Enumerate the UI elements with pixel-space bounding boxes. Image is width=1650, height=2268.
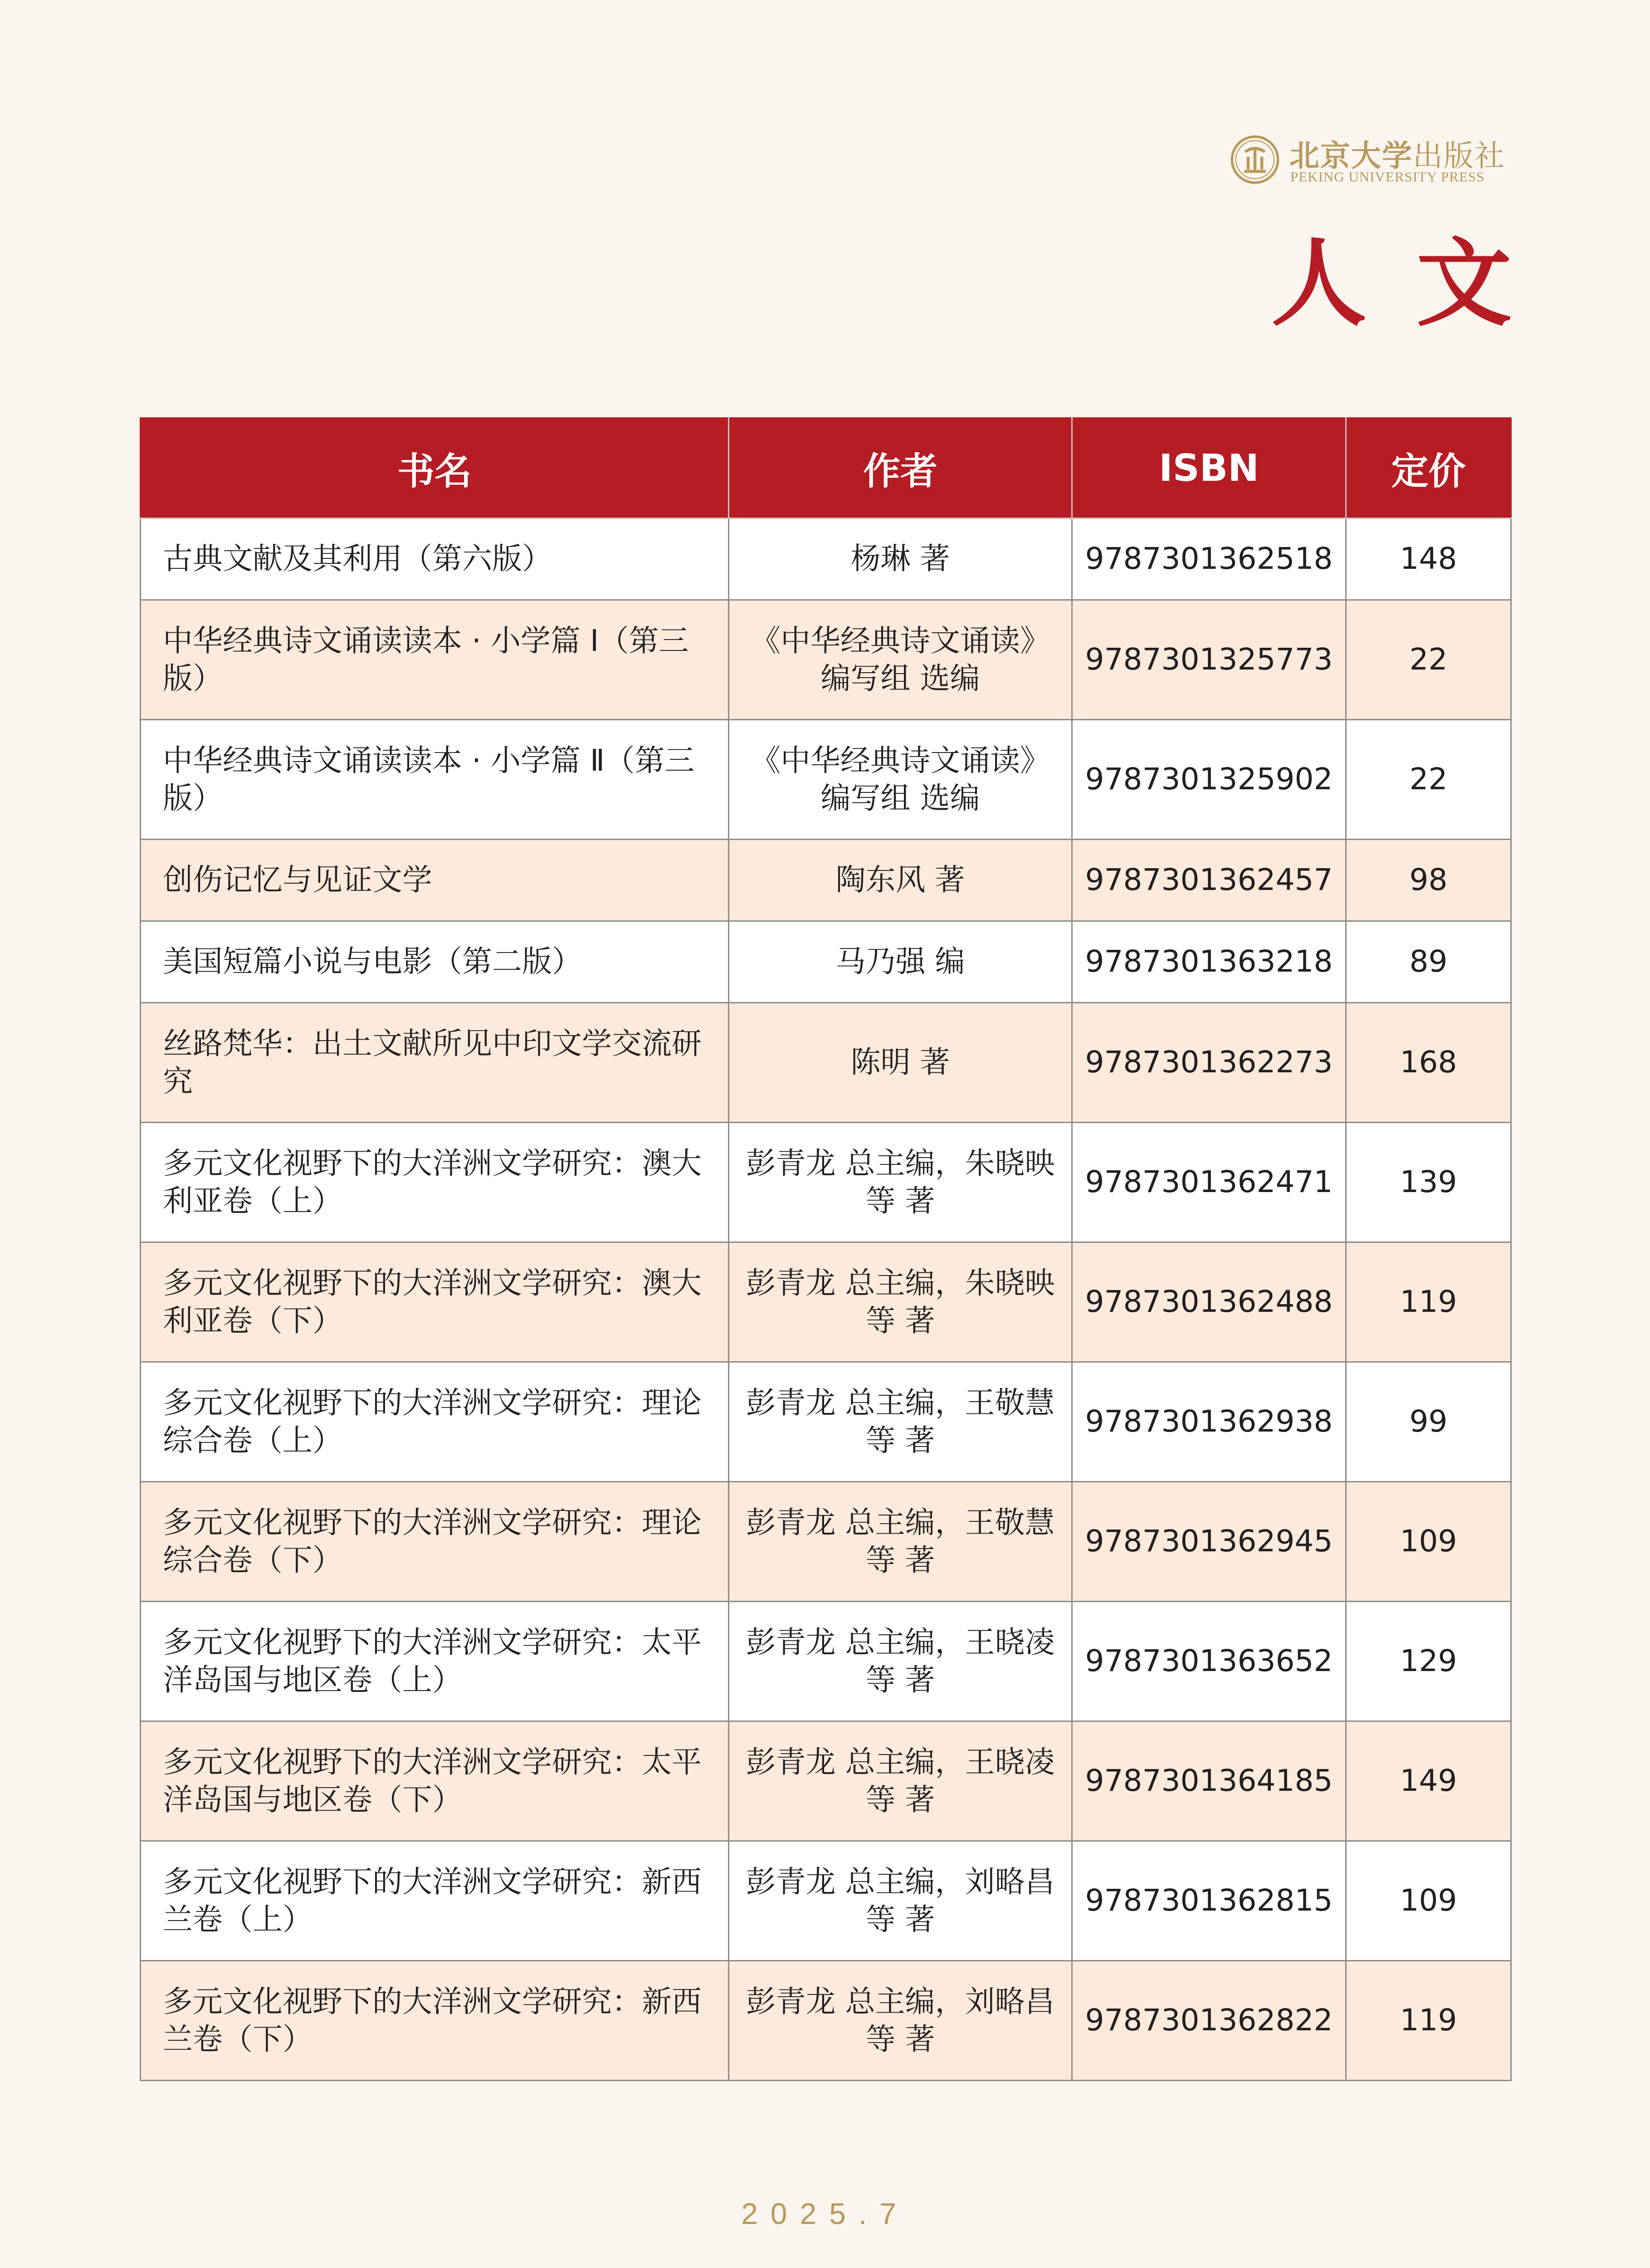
book-isbn: 9787301362471 [1072,1123,1346,1242]
book-price: 168 [1346,1003,1511,1123]
table-row [141,1961,1511,2081]
footer-date: 2025.7 [741,2197,909,2230]
book-isbn: 9787301362273 [1072,1003,1346,1123]
table-row [141,518,1511,600]
table-row [141,1362,1511,1482]
book-title: 多元文化视野下的大洋洲文学研究：澳大利亚卷（下） [141,1242,729,1362]
book-price: 119 [1346,1242,1511,1362]
book-title: 多元文化视野下的大洋洲文学研究：太平洋岛国与地区卷（上） [141,1602,729,1721]
book-title: 中华经典诗文诵读读本 · 小学篇 Ⅱ（第三版） [141,720,729,840]
book-title: 多元文化视野下的大洋洲文学研究：理论综合卷（下） [141,1482,729,1602]
book-author: 彭青龙 总主编，王敬慧 等 著 [729,1362,1072,1482]
book-author: 杨琳 著 [729,518,1072,600]
table-row [141,1123,1511,1242]
table-row [141,1721,1511,1841]
book-isbn: 9787301362488 [1072,1242,1346,1362]
book-title: 多元文化视野下的大洋洲文学研究：理论综合卷（上） [141,1362,729,1482]
book-isbn: 9787301363218 [1072,921,1346,1003]
book-author: 彭青龙 总主编，刘略昌 等 著 [729,1961,1072,2081]
book-title: 创伤记忆与见证文学 [141,840,729,921]
book-isbn: 9787301362822 [1072,1961,1346,2081]
book-author: 《中华经典诗文诵读》编写组 选编 [729,720,1072,840]
table-row [141,1242,1511,1362]
book-price: 129 [1346,1602,1511,1721]
book-author: 彭青龙 总主编，王晓凌 等 著 [729,1721,1072,1841]
table-row [141,1602,1511,1721]
header-author: 作者 [729,418,1072,518]
header-price: 定价 [1346,418,1511,518]
book-price: 89 [1346,921,1511,1003]
book-price: 98 [1346,840,1511,921]
book-isbn: 9787301362945 [1072,1482,1346,1602]
book-author: 马乃强 编 [729,921,1072,1003]
book-title: 多元文化视野下的大洋洲文学研究：新西兰卷（上） [141,1841,729,1961]
table-header-row [141,418,1511,518]
book-author: 陈明 著 [729,1003,1072,1123]
book-title: 多元文化视野下的大洋洲文学研究：新西兰卷（下） [141,1961,729,2081]
book-price: 109 [1346,1841,1511,1961]
table-row [141,921,1511,1003]
table-row [141,720,1511,840]
book-title: 多元文化视野下的大洋洲文学研究：太平洋岛国与地区卷（下） [141,1721,729,1841]
book-title: 美国短篇小说与电影（第二版） [141,921,729,1003]
book-author: 《中华经典诗文诵读》编写组 选编 [729,600,1072,720]
book-isbn: 9787301364185 [1072,1721,1346,1841]
book-author: 彭青龙 总主编，王敬慧 等 著 [729,1482,1072,1602]
book-isbn: 9787301362938 [1072,1362,1346,1482]
book-price: 139 [1346,1123,1511,1242]
book-price: 149 [1346,1721,1511,1841]
book-title: 丝路梵华：出土文献所见中印文学交流研究 [141,1003,729,1123]
table-row [141,1003,1511,1123]
book-price: 148 [1346,518,1511,600]
book-isbn: 9787301362518 [1072,518,1346,600]
book-title: 古典文献及其利用（第六版） [141,518,729,600]
publisher-name-en: PEKING UNIVERSITY PRESS [1290,169,1485,185]
book-isbn: 9787301362457 [1072,840,1346,921]
book-author: 彭青龙 总主编，朱晓映 等 著 [729,1242,1072,1362]
publisher-name-cn: 北京大学出版社 [1289,138,1505,173]
book-title: 多元文化视野下的大洋洲文学研究：澳大利亚卷（上） [141,1123,729,1242]
table-row [141,840,1511,921]
pku-emblem-icon [1230,135,1279,184]
book-price: 22 [1346,720,1511,840]
header-isbn: ISBN [1072,418,1346,518]
page-title: 人文 [1271,227,1562,339]
book-isbn: 9787301325773 [1072,600,1346,720]
table-row [141,1841,1511,1961]
book-author: 陶东风 著 [729,840,1072,921]
book-title: 中华经典诗文诵读读本 · 小学篇 Ⅰ（第三版） [141,600,729,720]
book-price: 109 [1346,1482,1511,1602]
book-price: 119 [1346,1961,1511,2081]
book-author: 彭青龙 总主编，刘略昌 等 著 [729,1841,1072,1961]
book-author: 彭青龙 总主编，王晓凌 等 著 [729,1602,1072,1721]
book-price: 22 [1346,600,1511,720]
header-title: 书名 [141,418,729,518]
book-isbn: 9787301363652 [1072,1602,1346,1721]
publisher-logo [1230,132,1512,191]
book-author: 彭青龙 总主编，朱晓映 等 著 [729,1123,1072,1242]
book-table [140,417,1512,2081]
book-price: 99 [1346,1362,1511,1482]
book-isbn: 9787301325902 [1072,720,1346,840]
book-isbn: 9787301362815 [1072,1841,1346,1961]
table-row [141,1482,1511,1602]
table-row [141,600,1511,720]
